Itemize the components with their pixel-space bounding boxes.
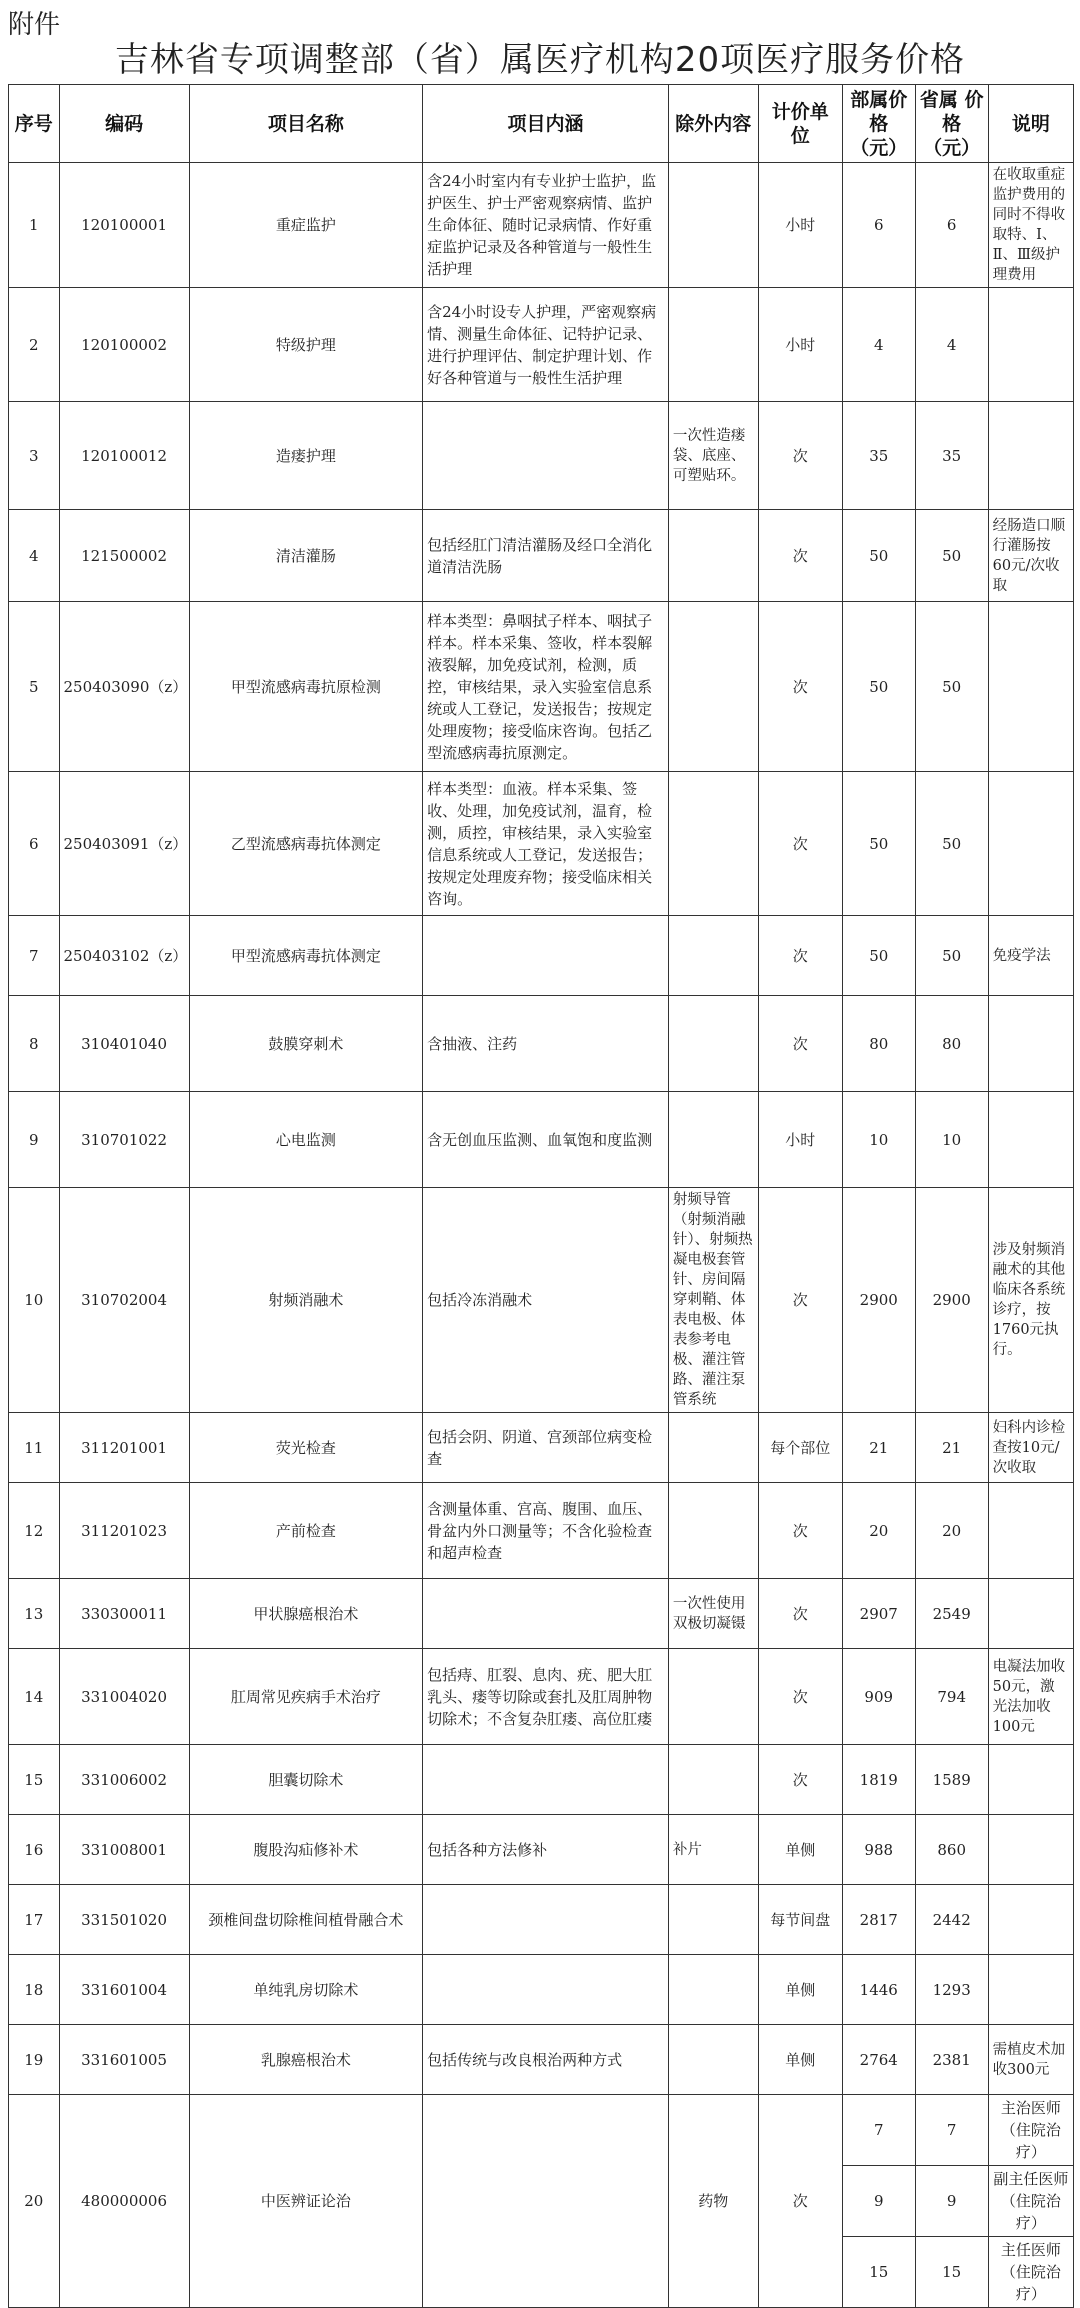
col-header-province-price: 省属 价格（元） — [915, 85, 988, 163]
col-header-ministry-price: 部属价格（元） — [842, 85, 915, 163]
col-header-note: 说明 — [988, 85, 1073, 163]
row-number-cell: 8 — [9, 996, 60, 1092]
item-code-cell: 331601005 — [59, 2025, 189, 2095]
item-content-cell: 包括传统与改良根治两种方式 — [423, 2025, 669, 2095]
price-table — [8, 84, 1074, 2308]
item-name-cell: 胆囊切除术 — [189, 1745, 422, 1815]
ministry-price-cell: 4 — [842, 288, 915, 402]
province-price-cell: 1589 — [915, 1745, 988, 1815]
price-unit-cell: 次 — [758, 772, 842, 916]
item-code-cell: 331008001 — [59, 1815, 189, 1885]
item-name-cell: 造瘘护理 — [189, 402, 422, 510]
note-cell — [988, 288, 1073, 402]
row-number-cell: 4 — [9, 510, 60, 602]
excluded-content-cell — [668, 1885, 758, 1955]
row-number-cell: 20 — [9, 2095, 60, 2308]
item-content-cell — [423, 916, 669, 996]
price-unit-cell: 次 — [758, 510, 842, 602]
excluded-content-cell — [668, 510, 758, 602]
price-unit-cell: 次 — [758, 402, 842, 510]
table-row — [9, 916, 1074, 996]
item-name-cell: 心电监测 — [189, 1092, 422, 1188]
price-unit-cell: 次 — [758, 996, 842, 1092]
item-code-cell: 120100012 — [59, 402, 189, 510]
province-price-cell: 860 — [915, 1815, 988, 1885]
ministry-price-cell: 7 — [842, 2095, 915, 2166]
excluded-content-cell: 一次性造瘘袋、底座、可塑贴环。 — [668, 402, 758, 510]
annex-label: 附件 — [8, 10, 61, 40]
ministry-price-cell: 80 — [842, 996, 915, 1092]
item-content-cell — [423, 1579, 669, 1649]
note-cell: 主治医师（住院治疗） — [988, 2095, 1073, 2166]
item-code-cell: 331601004 — [59, 1955, 189, 2025]
province-price-cell: 7 — [915, 2095, 988, 2166]
price-unit-cell: 小时 — [758, 163, 842, 288]
excluded-content-cell: 射频导管（射频消融针）、射频热凝电极套管针、房间隔穿刺鞘、体表电极、体表参考电极、灌注管路、灌注泵管系统 — [668, 1188, 758, 1413]
excluded-content-cell — [668, 288, 758, 402]
item-name-cell: 特级护理 — [189, 288, 422, 402]
table-row — [9, 1745, 1074, 1815]
province-price-cell: 10 — [915, 1092, 988, 1188]
item-content-cell — [423, 1885, 669, 1955]
note-cell: 需植皮术加收300元 — [988, 2025, 1073, 2095]
ministry-price-cell: 9 — [842, 2166, 915, 2237]
price-unit-cell: 次 — [758, 1579, 842, 1649]
table-row — [9, 1649, 1074, 1745]
row-number-cell: 14 — [9, 1649, 60, 1745]
note-cell — [988, 1955, 1073, 2025]
note-cell: 经肠造口顺行灌肠按60元/次收取 — [988, 510, 1073, 602]
item-name-cell: 甲状腺癌根治术 — [189, 1579, 422, 1649]
note-cell — [988, 1815, 1073, 1885]
item-content-cell: 含测量体重、宫高、腹围、血压、骨盆内外口测量等；不含化验检查和超声检查 — [423, 1483, 669, 1579]
item-name-cell: 产前检查 — [189, 1483, 422, 1579]
price-unit-cell: 每节间盘 — [758, 1885, 842, 1955]
row-number-cell: 13 — [9, 1579, 60, 1649]
item-content-cell: 包括经肛门清洁灌肠及经口全消化道清洁洗肠 — [423, 510, 669, 602]
note-cell — [988, 1092, 1073, 1188]
item-name-cell: 甲型流感病毒抗原检测 — [189, 602, 422, 772]
ministry-price-cell: 2907 — [842, 1579, 915, 1649]
note-cell: 涉及射频消融术的其他临床各系统诊疗，按1760元执行。 — [988, 1188, 1073, 1413]
row-number-cell: 10 — [9, 1188, 60, 1413]
note-cell: 主任医师（住院治疗） — [988, 2237, 1073, 2308]
table-row — [9, 1188, 1074, 1413]
item-name-cell: 中医辨证论治 — [189, 2095, 422, 2308]
table-row — [9, 163, 1074, 288]
table-row — [9, 288, 1074, 402]
price-unit-cell: 次 — [758, 1649, 842, 1745]
col-header-content: 项目内涵 — [423, 85, 669, 163]
row-number-cell: 17 — [9, 1885, 60, 1955]
province-price-cell: 80 — [915, 996, 988, 1092]
note-cell: 副主任医师（住院治疗） — [988, 2166, 1073, 2237]
excluded-content-cell — [668, 1955, 758, 2025]
price-unit-cell: 次 — [758, 602, 842, 772]
price-unit-cell: 小时 — [758, 288, 842, 402]
note-cell — [988, 996, 1073, 1092]
row-number-cell: 6 — [9, 772, 60, 916]
excluded-content-cell — [668, 996, 758, 1092]
item-code-cell: 310401040 — [59, 996, 189, 1092]
ministry-price-cell: 6 — [842, 163, 915, 288]
note-cell: 妇科内诊检查按10元/次收取 — [988, 1413, 1073, 1483]
item-code-cell: 480000006 — [59, 2095, 189, 2308]
province-price-cell: 2442 — [915, 1885, 988, 1955]
item-code-cell: 250403090（z） — [59, 602, 189, 772]
excluded-content-cell — [668, 916, 758, 996]
note-cell — [988, 602, 1073, 772]
ministry-price-cell: 1819 — [842, 1745, 915, 1815]
item-name-cell: 重症监护 — [189, 163, 422, 288]
item-content-cell: 含无创血压监测、血氧饱和度监测 — [423, 1092, 669, 1188]
item-code-cell: 121500002 — [59, 510, 189, 602]
note-cell — [988, 1579, 1073, 1649]
col-header-excluded: 除外内容 — [668, 85, 758, 163]
ministry-price-cell: 10 — [842, 1092, 915, 1188]
ministry-price-cell: 50 — [842, 916, 915, 996]
excluded-content-cell — [668, 163, 758, 288]
table-row — [9, 402, 1074, 510]
ministry-price-cell: 50 — [842, 772, 915, 916]
price-unit-cell: 次 — [758, 916, 842, 996]
item-name-cell: 射频消融术 — [189, 1188, 422, 1413]
province-price-cell: 4 — [915, 288, 988, 402]
item-code-cell: 310701022 — [59, 1092, 189, 1188]
excluded-content-cell — [668, 772, 758, 916]
item-code-cell: 311201023 — [59, 1483, 189, 1579]
excluded-content-cell: 药物 — [668, 2095, 758, 2308]
row-number-cell: 2 — [9, 288, 60, 402]
item-content-cell: 样本类型：鼻咽拭子样本、咽拭子样本。样本采集、签收，样本裂解液裂解，加免疫试剂，检测，质控，审核结果，录入实验室信息系统或人工登记，发送报告；按规定处理废物；接受临床咨询。包括乙型流感病毒抗原测定。 — [423, 602, 669, 772]
excluded-content-cell — [668, 602, 758, 772]
row-number-cell: 19 — [9, 2025, 60, 2095]
col-header-unit: 计价单位 — [758, 85, 842, 163]
row-number-cell: 7 — [9, 916, 60, 996]
province-price-cell: 15 — [915, 2237, 988, 2308]
item-content-cell — [423, 1955, 669, 2025]
price-unit-cell: 单侧 — [758, 1815, 842, 1885]
excluded-content-cell — [668, 2025, 758, 2095]
item-content-cell: 含24小时室内有专业护士监护，监护医生、护士严密观察病情、监护生命体征、随时记录病情、作好重症监护记录及各种管道与一般性生活护理 — [423, 163, 669, 288]
item-content-cell: 包括各种方法修补 — [423, 1815, 669, 1885]
note-cell: 免疫学法 — [988, 916, 1073, 996]
item-content-cell: 含24小时设专人护理，严密观察病情、测量生命体征、记特护记录、进行护理评估、制定护理计划、作好各种管道与一般性生活护理 — [423, 288, 669, 402]
item-content-cell: 含抽液、注药 — [423, 996, 669, 1092]
province-price-cell: 21 — [915, 1413, 988, 1483]
province-price-cell: 20 — [915, 1483, 988, 1579]
item-code-cell: 331004020 — [59, 1649, 189, 1745]
table-row — [9, 2025, 1074, 2095]
excluded-content-cell — [668, 1092, 758, 1188]
col-header-no: 序号 — [9, 85, 60, 163]
item-code-cell: 120100001 — [59, 163, 189, 288]
table-row — [9, 996, 1074, 1092]
table-row — [9, 602, 1074, 772]
item-code-cell: 311201001 — [59, 1413, 189, 1483]
item-code-cell: 331006002 — [59, 1745, 189, 1815]
row-number-cell: 16 — [9, 1815, 60, 1885]
item-name-cell: 乙型流感病毒抗体测定 — [189, 772, 422, 916]
province-price-cell: 794 — [915, 1649, 988, 1745]
province-price-cell: 35 — [915, 402, 988, 510]
row-number-cell: 11 — [9, 1413, 60, 1483]
item-code-cell: 310702004 — [59, 1188, 189, 1413]
ministry-price-cell: 2817 — [842, 1885, 915, 1955]
table-row — [9, 510, 1074, 602]
col-header-name: 项目名称 — [189, 85, 422, 163]
table-row — [9, 1483, 1074, 1579]
row-number-cell: 1 — [9, 163, 60, 288]
note-cell — [988, 1885, 1073, 1955]
note-cell: 电凝法加收50元，激光法加收100元 — [988, 1649, 1073, 1745]
item-name-cell: 颈椎间盘切除椎间植骨融合术 — [189, 1885, 422, 1955]
item-content-cell — [423, 402, 669, 510]
row-number-cell: 15 — [9, 1745, 60, 1815]
table-row — [9, 1092, 1074, 1188]
ministry-price-cell: 20 — [842, 1483, 915, 1579]
table-row — [9, 1885, 1074, 1955]
price-unit-cell: 次 — [758, 2095, 842, 2308]
row-number-cell: 12 — [9, 1483, 60, 1579]
province-price-cell: 50 — [915, 772, 988, 916]
item-content-cell: 包括冷冻消融术 — [423, 1188, 669, 1413]
price-unit-cell: 次 — [758, 1483, 842, 1579]
item-content-cell — [423, 1745, 669, 1815]
item-name-cell: 肛周常见疾病手术治疗 — [189, 1649, 422, 1745]
province-price-cell: 6 — [915, 163, 988, 288]
ministry-price-cell: 50 — [842, 602, 915, 772]
price-unit-cell: 次 — [758, 1188, 842, 1413]
item-code-cell: 331501020 — [59, 1885, 189, 1955]
item-name-cell: 鼓膜穿刺术 — [189, 996, 422, 1092]
ministry-price-cell: 21 — [842, 1413, 915, 1483]
province-price-cell: 50 — [915, 916, 988, 996]
province-price-cell: 50 — [915, 602, 988, 772]
item-content-cell: 包括会阴、阴道、宫颈部位病变检查 — [423, 1413, 669, 1483]
row-number-cell: 18 — [9, 1955, 60, 2025]
item-code-cell: 120100002 — [59, 288, 189, 402]
item-name-cell: 单纯乳房切除术 — [189, 1955, 422, 2025]
item-content-cell: 样本类型：血液。样本采集、签收、处理，加免疫试剂，温育，检测，质控，审核结果，录入实验室信息系统或人工登记，发送报告；按规定处理废弃物；接受临床相关咨询。 — [423, 772, 669, 916]
table-row — [9, 1579, 1074, 1649]
price-unit-cell: 小时 — [758, 1092, 842, 1188]
ministry-price-cell: 2900 — [842, 1188, 915, 1413]
table-row — [9, 2095, 1074, 2166]
note-cell — [988, 1483, 1073, 1579]
note-cell — [988, 402, 1073, 510]
item-content-cell — [423, 2095, 669, 2308]
row-number-cell: 5 — [9, 602, 60, 772]
ministry-price-cell: 1446 — [842, 1955, 915, 2025]
price-unit-cell: 每个部位 — [758, 1413, 842, 1483]
province-price-cell: 9 — [915, 2166, 988, 2237]
document-title: 吉林省专项调整部（省）属医疗机构20项医疗服务价格 — [114, 40, 966, 80]
note-cell — [988, 772, 1073, 916]
ministry-price-cell: 988 — [842, 1815, 915, 1885]
table-row — [9, 1815, 1074, 1885]
province-price-cell: 2900 — [915, 1188, 988, 1413]
note-cell: 在收取重症监护费用的同时不得收取特、Ⅰ、Ⅱ、Ⅲ级护理费用 — [988, 163, 1073, 288]
item-name-cell: 甲型流感病毒抗体测定 — [189, 916, 422, 996]
row-number-cell: 3 — [9, 402, 60, 510]
province-price-cell: 1293 — [915, 1955, 988, 2025]
excluded-content-cell — [668, 1483, 758, 1579]
price-unit-cell: 次 — [758, 1745, 842, 1815]
ministry-price-cell: 50 — [842, 510, 915, 602]
row-number-cell: 9 — [9, 1092, 60, 1188]
item-code-cell: 330300011 — [59, 1579, 189, 1649]
excluded-content-cell: 补片 — [668, 1815, 758, 1885]
province-price-cell: 2549 — [915, 1579, 988, 1649]
table-row — [9, 1955, 1074, 2025]
item-name-cell: 清洁灌肠 — [189, 510, 422, 602]
item-content-cell: 包括痔、肛裂、息肉、疣、肥大肛乳头、瘘等切除或套扎及肛周肿物切除术；不含复杂肛瘘、高位肛瘘 — [423, 1649, 669, 1745]
ministry-price-cell: 15 — [842, 2237, 915, 2308]
header-row — [9, 85, 1074, 163]
price-unit-cell: 单侧 — [758, 2025, 842, 2095]
item-name-cell: 荧光检查 — [189, 1413, 422, 1483]
item-name-cell: 乳腺癌根治术 — [189, 2025, 422, 2095]
province-price-cell: 2381 — [915, 2025, 988, 2095]
ministry-price-cell: 35 — [842, 402, 915, 510]
table-row — [9, 1413, 1074, 1483]
excluded-content-cell — [668, 1745, 758, 1815]
excluded-content-cell: 一次性使用双极切凝镊 — [668, 1579, 758, 1649]
item-code-cell: 250403102（z） — [59, 916, 189, 996]
ministry-price-cell: 2764 — [842, 2025, 915, 2095]
price-unit-cell: 单侧 — [758, 1955, 842, 2025]
col-header-code: 编码 — [59, 85, 189, 163]
table-row — [9, 772, 1074, 916]
item-code-cell: 250403091（z） — [59, 772, 189, 916]
ministry-price-cell: 909 — [842, 1649, 915, 1745]
excluded-content-cell — [668, 1649, 758, 1745]
province-price-cell: 50 — [915, 510, 988, 602]
item-name-cell: 腹股沟疝修补术 — [189, 1815, 422, 1885]
note-cell — [988, 1745, 1073, 1815]
excluded-content-cell — [668, 1413, 758, 1483]
